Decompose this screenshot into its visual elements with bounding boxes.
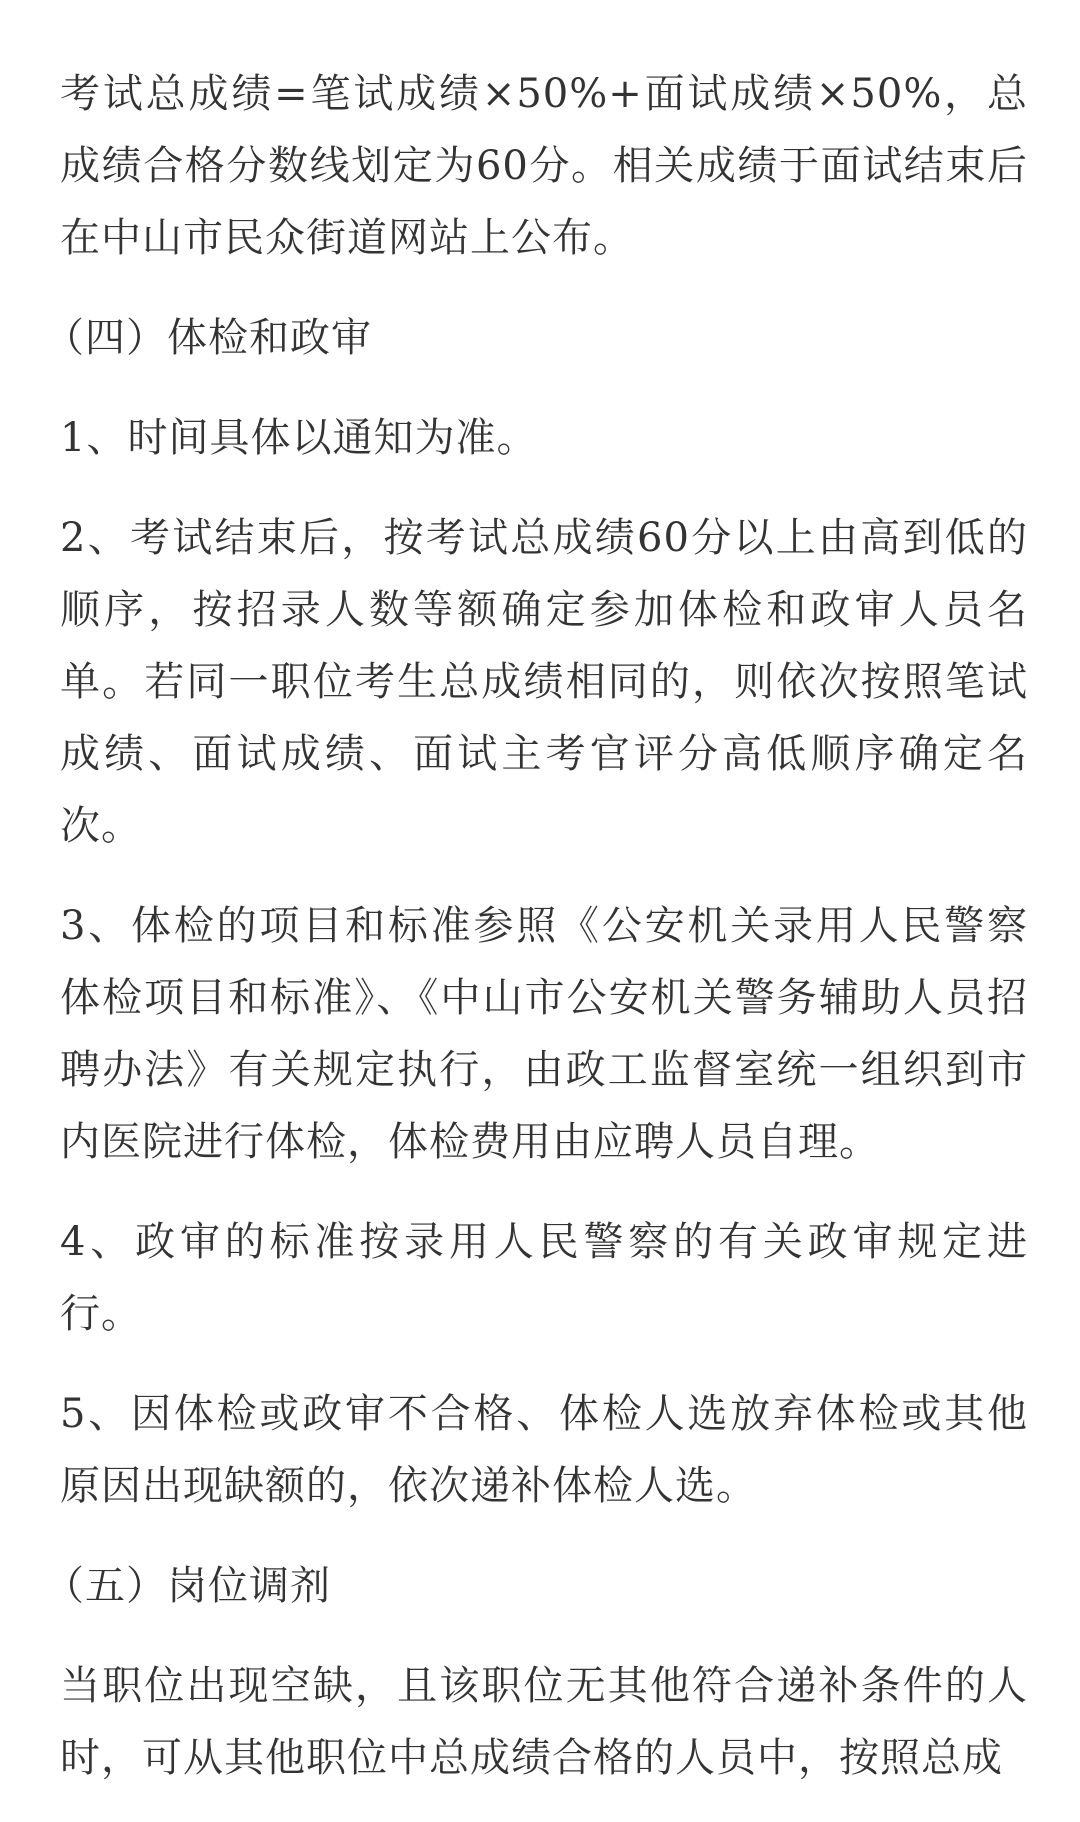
item-3-medical-exam-paragraph: 3、体检的项目和标准参照《公安机关录用人民警察体检项目和标准》、《中山市公安机关警务辅助人员招聘办法》有关规定执行，由政工监督室统一组织到市内医院进行体检，体检费用由应聘人员自理。 [60, 903, 1028, 1165]
score-formula-paragraph: 考试总成绩=笔试成绩×50%+面试成绩×50%，总成绩合格分数线划定为60分。相关成绩于面试结束后在中山市民众街道网站上公布。 [60, 71, 1028, 261]
item-2-ranking-paragraph: 2、考试结束后，按考试总成绩60分以上由高到低的顺序，按招录人数等额确定参加体检和政审人员名单。若同一职位考生总成绩相同的，则依次按照笔试成绩、面试成绩、面试主考官评分高低顺序确定名次。 [60, 515, 1028, 849]
position-adjustment-paragraph: 当职位出现空缺，且该职位无其他符合递补条件的人时，可从其他职位中总成绩合格的人员中，按照总成 [60, 1663, 1028, 1781]
item-4-political-review-paragraph: 4、政审的标准按录用人民警察的有关政审规定进行。 [60, 1219, 1028, 1337]
section-heading-physical-and-political-review: （四）体检和政审 [44, 315, 372, 361]
section-heading-position-adjustment: （五）岗位调剂 [44, 1563, 331, 1609]
item-1-time-paragraph: 1、时间具体以通知为准。 [60, 415, 538, 461]
item-5-vacancy-replacement-paragraph: 5、因体检或政审不合格、体检人选放弃体检或其他原因出现缺额的，依次递补体检人选。 [60, 1391, 1028, 1509]
article-body [44, 58, 1028, 1822]
